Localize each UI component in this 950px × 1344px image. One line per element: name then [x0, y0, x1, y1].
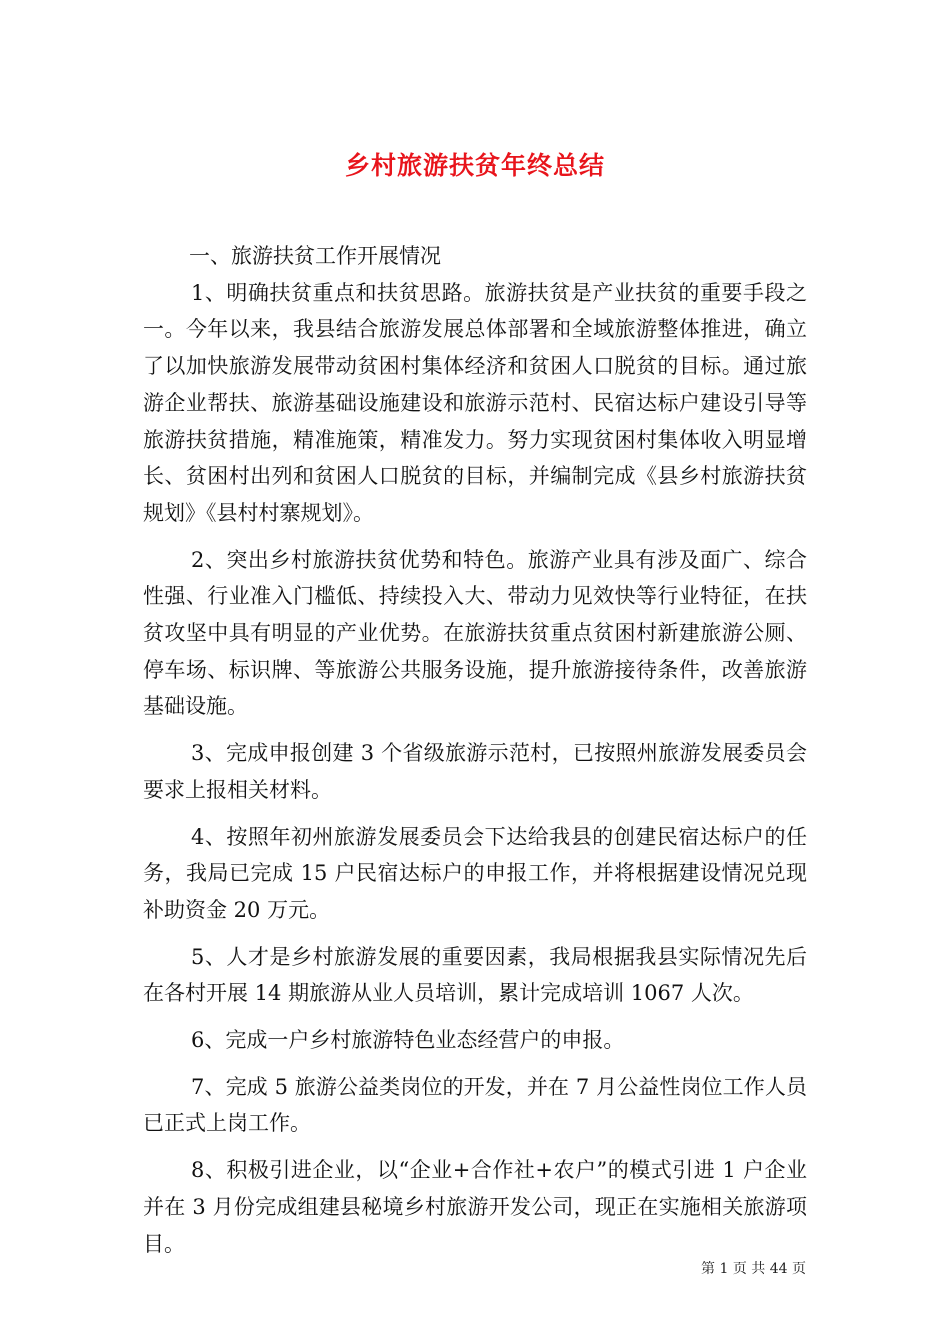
section-heading: 一、旅游扶贫工作开展情况: [189, 244, 441, 268]
paragraph-7: 7、完成 5 旅游公益类岗位的开发，并在 7 月公益性岗位工作人员已正式上岗工作。: [143, 1074, 807, 1136]
document-body: [143, 238, 807, 1262]
paragraph-4: 4、按照年初州旅游发展委员会下达给我县的创建民宿达标户的任务，我局已完成 15 户民宿达标户的申报工作，并将根据建设情况兑现补助资金 20 万元。: [143, 824, 807, 922]
document-title: 乡村旅游扶贫年终总结: [344, 150, 605, 180]
paragraph-8: 8、积极引进企业，以“企业+合作社+农户”的模式引进 1 户企业并在 3 月份完成组建县秘境乡村旅游开发公司，现正在实施相关旅游项目。: [143, 1158, 807, 1256]
paragraph-6: 6、完成一户乡村旅游特色业态经营户的申报。: [191, 1028, 625, 1053]
paragraph-3: 3、完成申报创建 3 个省级旅游示范村，已按照州旅游发展委员会要求上报相关材料。: [143, 741, 807, 802]
paragraph-5: 5、人才是乡村旅游发展的重要因素，我局根据我县实际情况先后在各村开展 14 期旅游从业人员培训，累计完成培训 1067 人次。: [143, 944, 807, 1006]
page-number: 第 1 页 共 44 页: [701, 1261, 806, 1277]
paragraph-1: 1、明确扶贫重点和扶贫思路。旅游扶贫是产业扶贫的重要手段之一。今年以来，我县结合旅游发展总体部署和全域旅游整体推进，确立了以加快旅游发展带动贫困村集体经济和贫困人口脱贫的目标。通过旅游企业帮扶、旅游基础设施建设和旅游示范村、民宿达标户建设引导等旅游扶贫措施，精准施策，精准发力。努力实现贫困村集体收入明显增长、贫困村出列和贫困人口脱贫的目标，并编制完成《县乡村旅游扶贫规划》《县村村寨规划》。: [143, 280, 807, 525]
paragraph-2: 2、突出乡村旅游扶贫优势和特色。旅游产业具有涉及面广、综合性强、行业准入门槛低、持续投入大、带动力见效快等行业特征，在扶贫攻坚中具有明显的产业优势。在旅游扶贫重点贫困村新建旅游公厕、停车场、标识牌、等旅游公共服务设施，提升旅游接待条件，改善旅游基础设施。: [143, 547, 807, 719]
